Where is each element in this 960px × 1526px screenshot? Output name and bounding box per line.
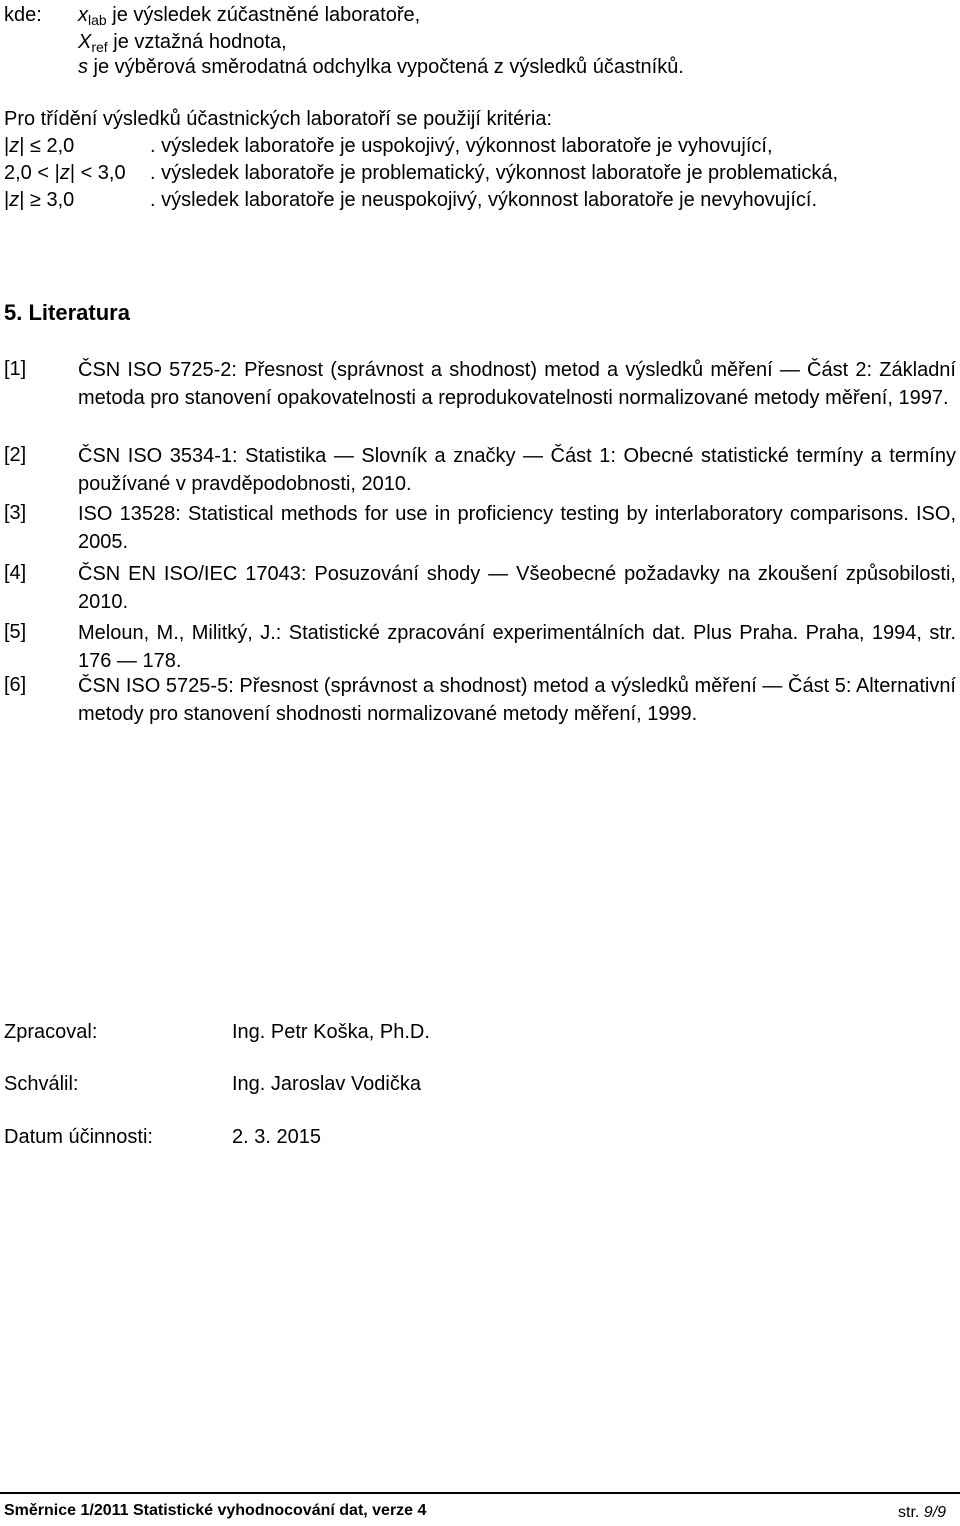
legend-var: x [78, 4, 88, 26]
criteria-row [0, 160, 960, 187]
criteria-condition: 2,0 < |z| < 3,0 [4, 162, 126, 184]
section-title: 5. Literatura [4, 300, 130, 325]
legend-line-s [78, 54, 684, 81]
page-prefix: str. [898, 1504, 920, 1521]
approved-by-label: Schválil: [4, 1073, 79, 1095]
legend-sub: ref [91, 39, 108, 55]
reference-text: ČSN ISO 3534-1: Statistika — Slovník a značky — Část 1: Obecné statistické termíny a termíny používané v pravděpodobnosti, 2010. [78, 445, 956, 495]
approved-by-name: Ing. Jaroslav Vodička [232, 1073, 421, 1095]
reference-text: ČSN ISO 5725-2: Přesnost (správnost a shodnost) metod a výsledků měření — Část 2: Základní metoda pro stanovení opakovatelnosti a reprodukovatelnosti normalizované metody měření, 1997. [78, 359, 956, 409]
legend-text: je výběrová směrodatná odchylka vypočtená z výsledků účastníků. [88, 56, 684, 78]
criteria-row [0, 133, 960, 160]
reference-text: ČSN EN ISO/IEC 17043: Posuzování shody — Všeobecné požadavky na zkoušení způsobilosti, 2010. [78, 563, 956, 613]
reference-number: [4] [4, 562, 27, 584]
criteria-description: . výsledek laboratoře je problematický, výkonnost laboratoře je problematická, [150, 162, 839, 184]
criteria-description: . výsledek laboratoře je neuspokojivý, výkonnost laboratoře je nevyhovující. [150, 189, 818, 211]
criteria-condition: |z| ≥ 3,0 [4, 189, 75, 211]
reference-number: [6] [4, 674, 27, 696]
criteria-row [0, 187, 960, 214]
footer-divider [0, 1492, 960, 1494]
legend-line-xref [78, 29, 287, 56]
prepared-by-name: Ing. Petr Koška, Ph.D. [232, 1021, 430, 1043]
legend-line-xlab [78, 2, 420, 29]
criteria-intro: Pro třídění výsledků účastnických laboratoří se použijí kritéria: [4, 108, 553, 130]
reference-number: [3] [4, 502, 27, 524]
prepared-by-label: Zpracoval: [4, 1021, 98, 1043]
legend-text: je výsledek zúčastněné laboratoře, [106, 4, 421, 26]
criteria-condition: |z| ≤ 2,0 [4, 135, 75, 157]
reference-number: [1] [4, 358, 27, 380]
footer-page-number [898, 1499, 946, 1526]
reference-text: ISO 13528: Statistical methods for use in proficiency testing by interlaboratory comparisons. ISO, 2005. [78, 503, 956, 553]
legend-sub: lab [88, 12, 107, 28]
footer-doc-title: Směrnice 1/2011 Statistické vyhodnocování dat, verze 4 [4, 1502, 427, 1519]
effective-date-label: Datum účinnosti: [4, 1126, 153, 1148]
legend-var: X [78, 31, 92, 53]
legend-label: kde: [4, 4, 42, 26]
legend-text: je vztažná hodnota, [107, 31, 287, 53]
reference-number: [2] [4, 444, 27, 466]
page-value: 9/9 [923, 1504, 947, 1521]
criteria-description: . výsledek laboratoře je uspokojivý, výkonnost laboratoře je vyhovující, [150, 135, 773, 157]
reference-text: ČSN ISO 5725-5: Přesnost (správnost a shodnost) metod a výsledků měření — Část 5: Alternativní metody pro stanovení shodnosti normalizované metody měření, 1999. [78, 675, 956, 725]
reference-number: [5] [4, 621, 27, 643]
reference-text: Meloun, M., Militký, J.: Statistické zpracování experimentálních dat. Plus Praha. Praha, 1994, str. 176 — 178. [78, 622, 956, 672]
legend-var: s [78, 56, 88, 78]
effective-date-value: 2. 3. 2015 [232, 1126, 321, 1148]
